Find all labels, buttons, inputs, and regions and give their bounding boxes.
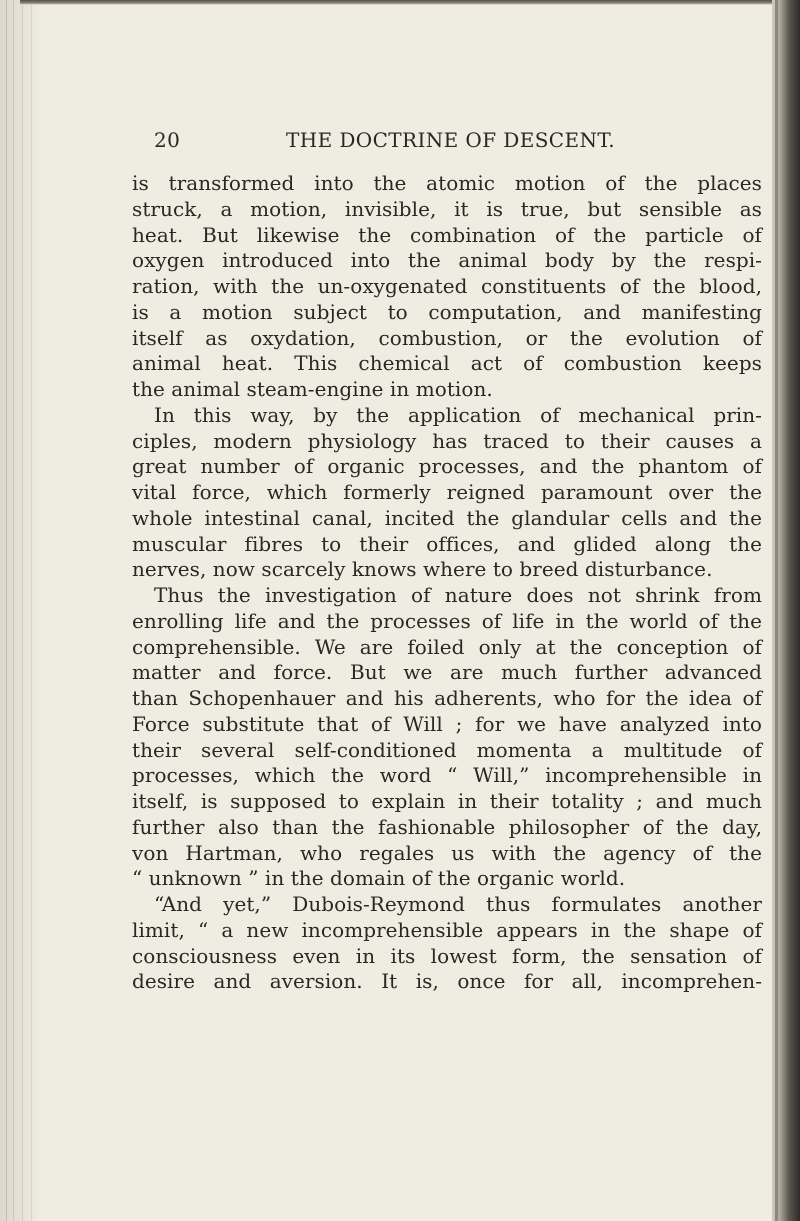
text-line: In this way, by the application of mechanical prin-	[154, 402, 762, 427]
text-line: whole intestinal canal, incited the glandular cells and the	[132, 505, 762, 530]
text-line: itself, is supposed to explain in their totality ; and much	[132, 789, 762, 813]
text-line: heat. But likewise the combination of the particle of	[132, 222, 762, 247]
text-line: muscular fibres to their offices, and glided along the	[132, 531, 762, 556]
page-header	[154, 128, 764, 158]
text-line: enrolling life and the processes of life in the world of the	[132, 608, 762, 633]
text-line: processes, which the word “ Will,” incomprehensible in	[132, 763, 762, 788]
page-number: 20	[154, 128, 181, 152]
text-line: ciples, modern physiology has traced to their causes a	[132, 428, 762, 453]
text-line: comprehensible. We are foiled only at the conception of	[132, 634, 762, 659]
text-line: consciousness even in its lowest form, the sensation of	[132, 943, 762, 968]
text-line: their several self-conditioned momenta a multitude of	[132, 737, 762, 762]
text-line: ration, with the un-oxygenated constituents of the blood,	[132, 274, 762, 298]
text-line: the animal steam-engine in motion.	[132, 377, 493, 401]
body-text	[132, 171, 762, 995]
text-line: than Schopenhauer and his adherents, who for the idea of	[132, 686, 762, 710]
text-line: great number of organic processes, and the phantom of	[132, 454, 762, 479]
text-line: Force substitute that of Will ; for we have analyzed into	[132, 711, 762, 736]
running-head: THE DOCTRINE OF DESCENT.	[286, 128, 615, 152]
text-line: “And yet,” Dubois-Reymond thus formulates another	[154, 892, 762, 916]
text-line: Thus the investigation of nature does not shrink from	[154, 583, 762, 607]
text-line: vital force, which formerly reigned paramount over the	[132, 480, 762, 504]
text-line: further also than the fashionable philosopher of the day,	[132, 814, 762, 839]
text-line: oxygen introduced into the animal body by the respi-	[132, 248, 762, 273]
text-line: itself as oxydation, combustion, or the evolution of	[132, 325, 762, 350]
text-line: animal heat. This chemical act of combustion keeps	[132, 351, 762, 376]
text-line: is a motion subject to computation, and manifesting	[132, 299, 762, 324]
text-line: von Hartman, who regales us with the agency of the	[132, 840, 762, 865]
text-line: desire and aversion. It is, once for all, incomprehen-	[132, 969, 762, 994]
text-line: “ unknown ” in the domain of the organic world.	[132, 866, 626, 891]
text-line: matter and force. But we are much further advanced	[132, 660, 762, 685]
text-line: is transformed into the atomic motion of the places	[132, 171, 762, 195]
text-line: struck, a motion, invisible, it is true, but sensible as	[132, 196, 762, 221]
text-line: limit, “ a new incomprehensible appears in the shape of	[132, 917, 762, 942]
text-line: nerves, now scarcely knows where to breed disturbance.	[132, 557, 713, 582]
